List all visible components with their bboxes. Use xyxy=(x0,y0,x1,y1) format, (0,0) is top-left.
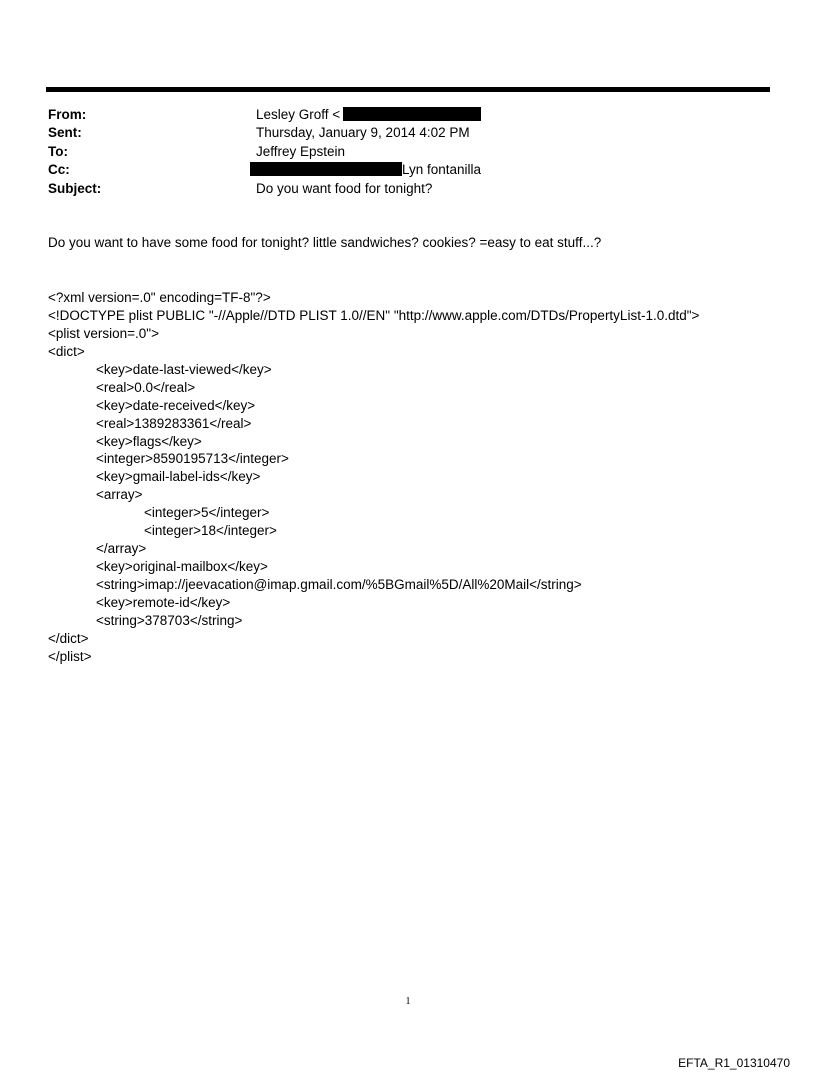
plist-xml-block xyxy=(48,289,699,666)
from-value xyxy=(256,106,481,124)
xml-line: <key>gmail-label-ids</key> xyxy=(96,469,261,485)
xml-line: <array> xyxy=(96,487,143,503)
subject-value: Do you want food for tonight? xyxy=(256,180,433,196)
subject-row xyxy=(48,180,748,198)
from-row xyxy=(48,106,748,124)
xml-line: <string>imap://jeevacation@imap.gmail.com/%5BGmail%5D/All%20Mail</string> xyxy=(96,577,582,592)
cc-label: Cc: xyxy=(48,162,70,178)
xml-line: <integer>8590195713</integer> xyxy=(96,451,289,467)
bates-number: EFTA_R1_01310470 xyxy=(678,1056,790,1070)
to-label: To: xyxy=(48,143,68,159)
sent-row xyxy=(48,124,748,142)
from-name: Lesley Groff < xyxy=(256,107,341,122)
xml-line: <key>flags</key> xyxy=(96,433,202,449)
xml-line: <key>date-last-viewed</key> xyxy=(96,361,272,377)
xml-line: <?xml version=.0" encoding=TF-8"?> xyxy=(48,290,271,305)
email-body: Do you want to have some food for tonight? little sandwiches? cookies? =easy to eat stuff...? xyxy=(48,235,602,250)
xml-line: <integer>5</integer> xyxy=(144,505,270,521)
xml-line: <!DOCTYPE plist PUBLIC "-//Apple//DTD PLIST 1.0//EN" "http://www.apple.com/DTDs/PropertyList-1.0.dtd"> xyxy=(48,307,700,323)
page-number: 1 xyxy=(405,996,411,1007)
xml-line: <integer>18</integer> xyxy=(144,523,277,539)
xml-line: <real>1389283361</real> xyxy=(96,415,252,431)
xml-line: <key>original-mailbox</key> xyxy=(96,559,268,575)
cc-value xyxy=(256,161,481,179)
xml-line: <dict> xyxy=(48,343,85,359)
sent-label: Sent: xyxy=(48,125,82,141)
xml-line: </array> xyxy=(96,541,147,557)
xml-line: <key>remote-id</key> xyxy=(96,594,231,610)
xml-line: </dict> xyxy=(48,630,89,646)
xml-line: <real>0.0</real> xyxy=(96,379,196,395)
header-rule xyxy=(46,87,770,92)
from-label: From: xyxy=(48,107,87,122)
xml-line: <key>date-received</key> xyxy=(96,397,256,413)
to-row xyxy=(48,143,748,161)
email-header xyxy=(48,106,748,198)
to-value: Jeffrey Epstein xyxy=(256,143,346,159)
redaction-box xyxy=(250,162,402,176)
xml-line: </plist> xyxy=(48,648,92,664)
redaction-box xyxy=(343,107,481,121)
sent-value: Thursday, January 9, 2014 4:02 PM xyxy=(256,125,470,141)
xml-line: <string>378703</string> xyxy=(96,612,243,628)
subject-label: Subject: xyxy=(48,180,102,196)
cc-name: Lyn fontanilla xyxy=(402,162,482,178)
cc-row xyxy=(48,161,748,179)
xml-line: <plist version=.0"> xyxy=(48,325,159,341)
